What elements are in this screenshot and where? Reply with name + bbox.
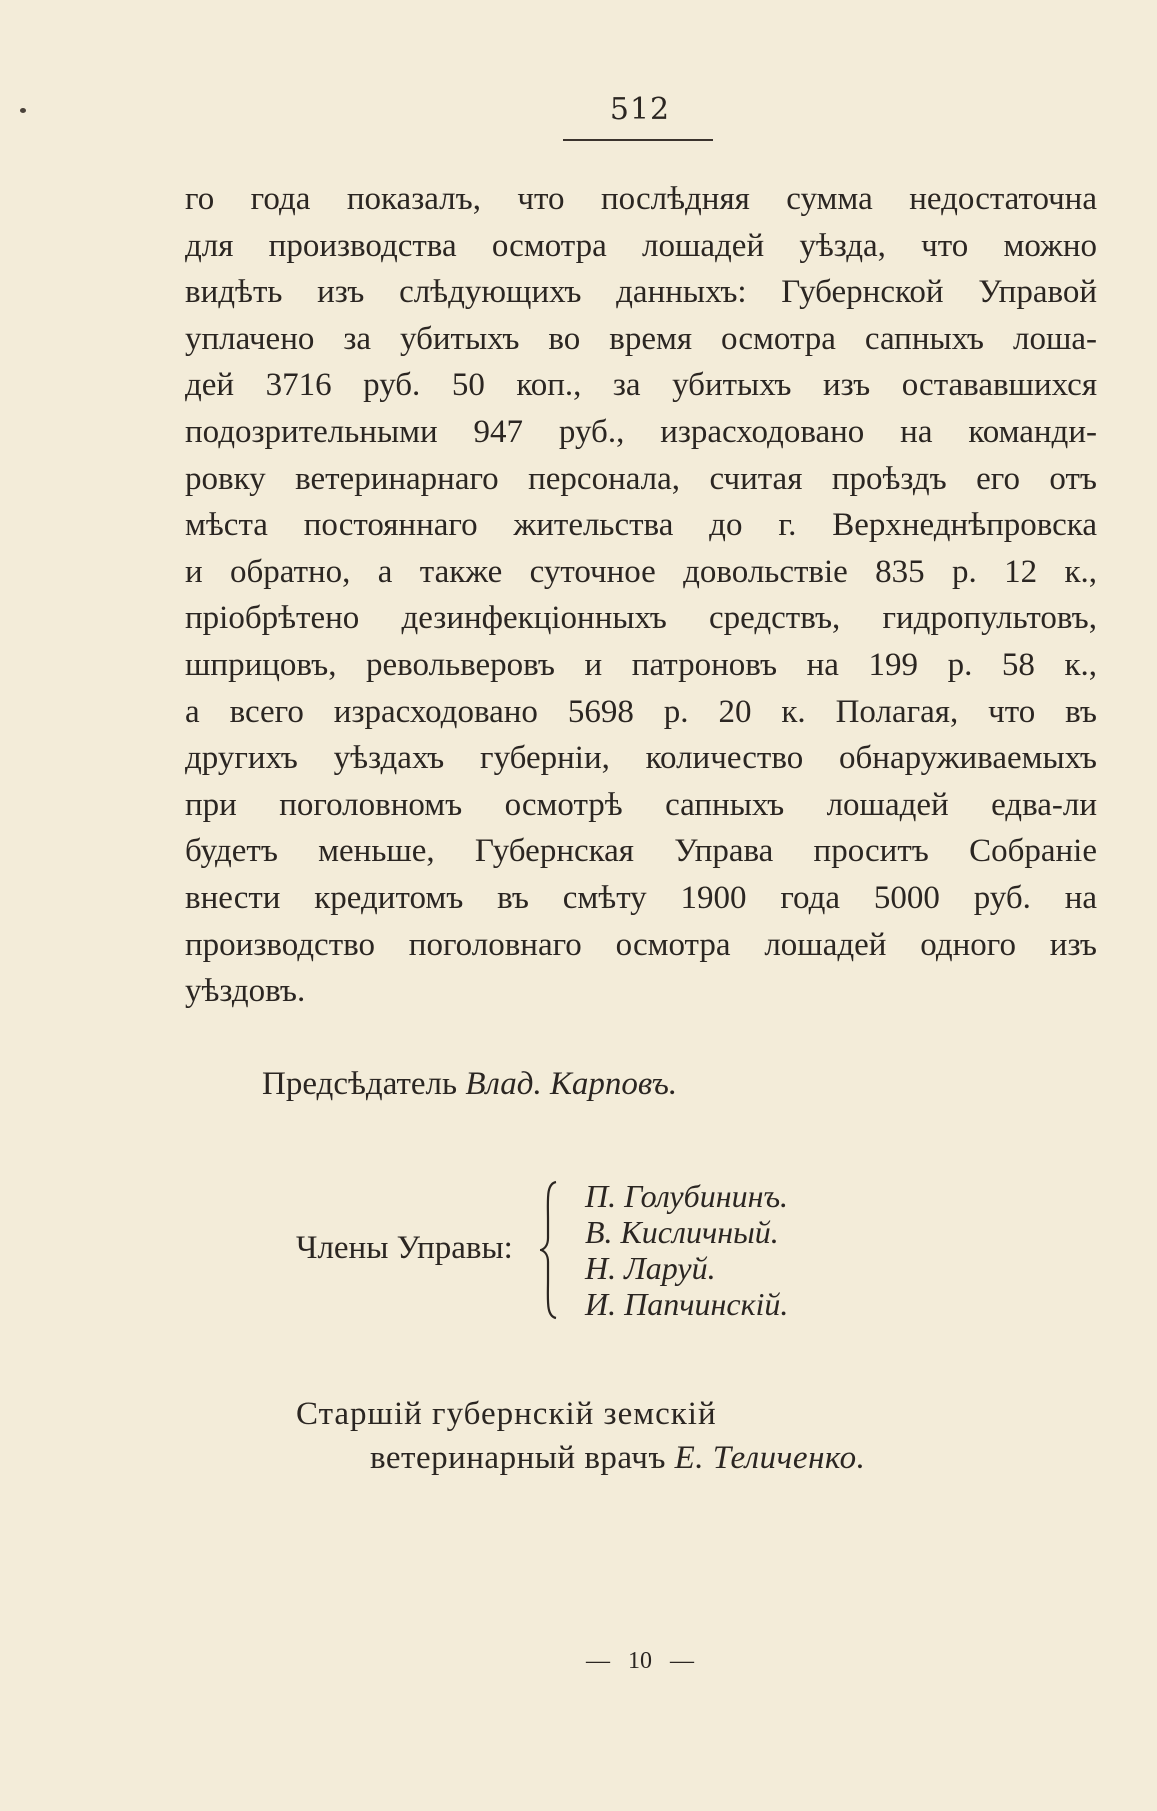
chairman-title: Предсѣдатель [262,1066,458,1102]
signature-number: — 10 — [586,1648,694,1674]
chairman-signature [262,1066,677,1103]
veterinarian-role: ветеринарный врачъ [370,1440,666,1476]
body-line: внести кредитомъ въ смѣту 1900 года 5000 руб. на [185,879,1097,916]
body-line: уѣздовъ. [185,973,306,1010]
body-line: для производства осмотра лошадей уѣзда, что можно [185,227,1097,264]
body-line: а всего израсходовано 5698 р. 20 к. Полагая, что въ [185,693,1097,730]
body-line: производство поголовнаго осмотра лошадей одного изъ [185,926,1097,963]
member-name: Н. Ларуй. [585,1250,716,1286]
member-name: И. Папчинскій. [585,1286,789,1322]
body-line: при поголовномъ осмотрѣ сапныхъ лошадей едва-ли [185,786,1097,823]
body-paragraph [185,176,1097,1015]
member-name: П. Голубининъ. [585,1178,789,1214]
veterinarian-name: Е. Теличенко. [674,1440,866,1476]
members-brace [540,1180,558,1320]
body-line: видѣть изъ слѣдующихъ данныхъ: Губернской Управой [185,274,1097,311]
body-line: го года показалъ, что послѣдняя сумма недостаточна [185,181,1097,217]
body-line: ровку ветеринарнаго персонала, считая проѣздъ его отъ [185,460,1097,497]
veterinarian-signature [370,1440,865,1477]
members-label: Члены Управы: [296,1230,513,1266]
page-number-rule [563,139,713,141]
page-number: 512 [609,92,671,127]
body-line: пріобрѣтено дезинфекціонныхъ средствъ, гидропультовъ, [185,600,1097,637]
members-list [585,1178,788,1322]
body-line: и обратно, а также суточное довольствіе 835 р. 12 к., [185,553,1097,590]
body-line: шприцовъ, револьверовъ и патроновъ на 199 р. 58 к., [185,646,1097,683]
body-line: другихъ уѣздахъ губерніи, количество обнаруживаемыхъ [185,740,1097,777]
veterinarian-title: Старшій губернскій земскій [296,1396,717,1432]
print-speck [20,108,26,113]
body-line: мѣста постояннаго жительства до г. Верхнеднѣпровска [185,507,1097,544]
body-line: уплачено за убитыхъ во время осмотра сапныхъ лоша- [185,320,1097,357]
body-line: будетъ меньше, Губернская Управа проситъ Собраніе [185,833,1097,870]
chairman-name: Влад. Карповъ. [465,1066,678,1102]
member-name: В. Кисличный. [585,1214,779,1250]
body-line: дей 3716 руб. 50 коп., за убитыхъ изъ остававшихся [185,367,1097,404]
body-line: подозрительными 947 руб., израсходовано на команди- [185,413,1097,450]
